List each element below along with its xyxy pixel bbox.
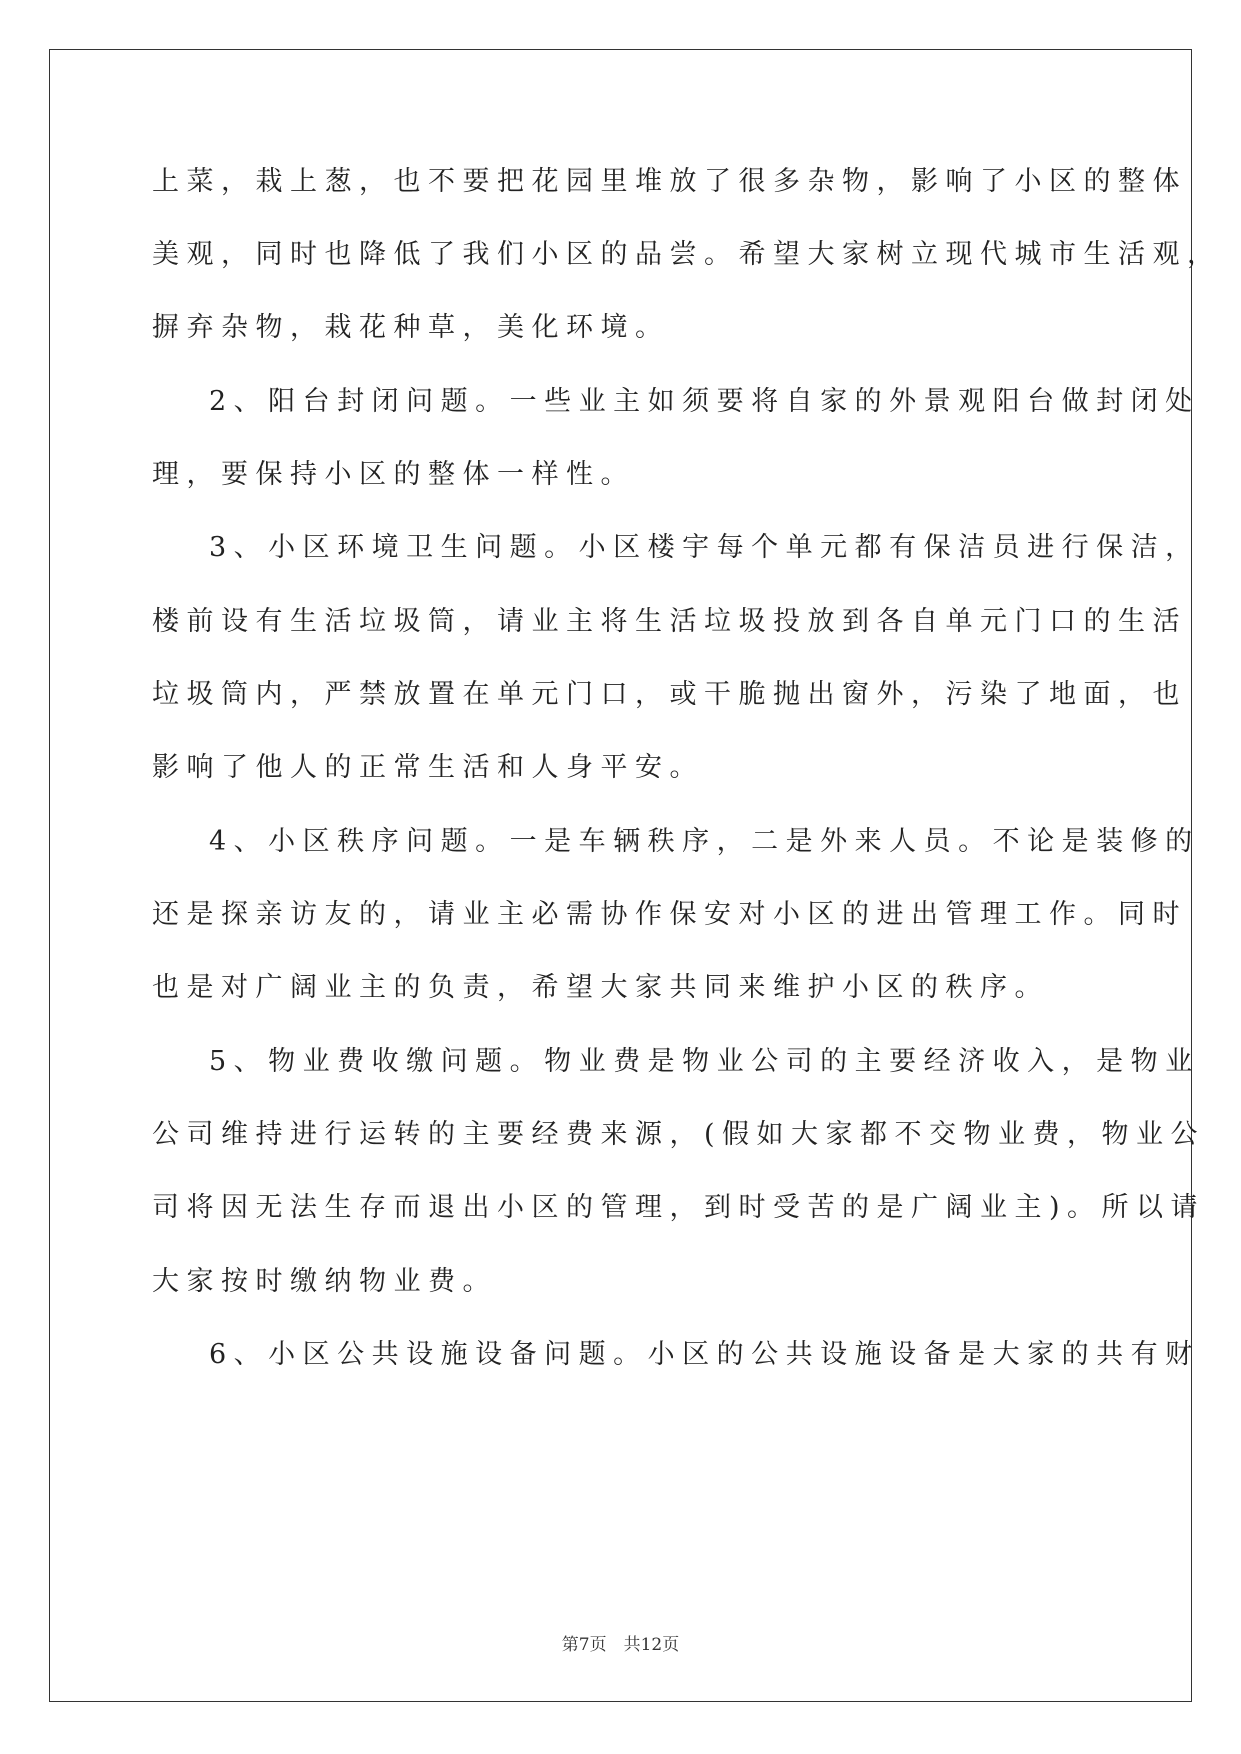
text-line: 美观，同时也降低了我们小区的品尝。希望大家树立现代城市生活观， <box>152 239 1222 270</box>
text-line: 还是探亲访友的，请业主必需协作保安对小区的进出管理工作。同时 <box>152 899 1187 930</box>
paragraph-start-line: 3、小区环境卫生问题。小区楼宇每个单元都有保洁员进行保洁， <box>209 532 1200 563</box>
text-line: 上菜，栽上葱，也不要把花园里堆放了很多杂物，影响了小区的整体 <box>152 166 1187 197</box>
text-line: 大家按时缴纳物业费。 <box>152 1266 497 1297</box>
page-border <box>49 49 1192 1702</box>
paragraph-start-line: 4、小区秩序问题。一是车辆秩序，二是外来人员。不论是装修的 <box>209 826 1200 857</box>
text-line: 影响了他人的正常生活和人身平安。 <box>152 752 704 783</box>
page-number-footer: 第7页 共12页 <box>561 1635 680 1655</box>
text-line: 司将因无法生存而退出小区的管理，到时受苦的是广阔业主)。所以请 <box>152 1192 1206 1223</box>
text-line: 理，要保持小区的整体一样性。 <box>152 459 635 490</box>
paragraph-start-line: 6、小区公共设施设备问题。小区的公共设施设备是大家的共有财 <box>209 1339 1200 1370</box>
text-line: 垃圾筒内，严禁放置在单元门口，或干脆抛出窗外，污染了地面，也 <box>152 679 1187 710</box>
text-line: 楼前设有生活垃圾筒，请业主将生活垃圾投放到各自单元门口的生活 <box>152 606 1187 637</box>
text-line: 摒弃杂物，栽花种草，美化环境。 <box>152 312 670 343</box>
paragraph-start-line: 2、阳台封闭问题。一些业主如须要将自家的外景观阳台做封闭处 <box>209 386 1200 417</box>
text-line: 也是对广阔业主的负责，希望大家共同来维护小区的秩序。 <box>152 972 1049 1003</box>
paragraph-start-line: 5、物业费收缴问题。物业费是物业公司的主要经济收入，是物业 <box>209 1046 1200 1077</box>
text-line: 公司维持进行运转的主要经费来源，(假如大家都不交物业费，物业公 <box>152 1119 1206 1150</box>
